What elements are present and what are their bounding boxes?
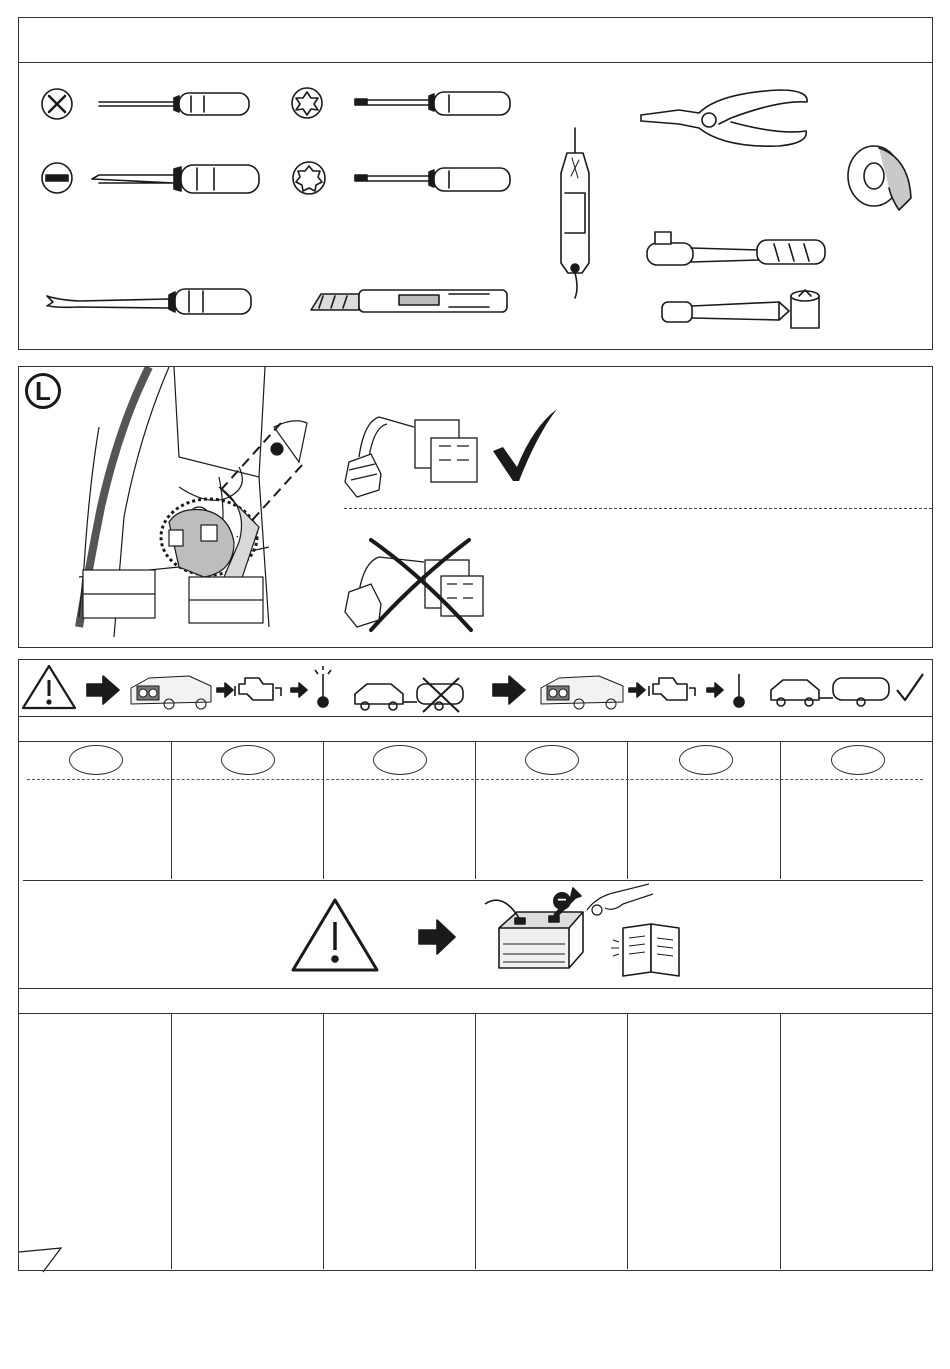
language-badge — [525, 745, 579, 775]
column-dotted-separator — [27, 779, 923, 780]
flat-head-icon — [42, 163, 72, 193]
test-lamp-icon — [561, 128, 589, 298]
column-divider — [627, 1013, 628, 1269]
engine-warning-icon — [235, 678, 281, 700]
car-front-icon — [131, 676, 211, 709]
tools-illustration — [19, 18, 931, 348]
minus-sign: − — [557, 892, 567, 909]
bottom-columns-header — [19, 988, 932, 1014]
test-panel — [18, 659, 933, 1271]
warning-triangle-icon — [293, 900, 377, 970]
manual-book-icon — [611, 924, 679, 976]
torx-e-screwdriver-icon — [355, 168, 510, 191]
column-divider — [171, 1013, 172, 1269]
test-sequence-strip — [19, 660, 931, 716]
engine-icon — [649, 678, 695, 700]
temperature-icon — [734, 674, 744, 707]
top-language-columns — [19, 741, 931, 879]
column-divider — [627, 741, 628, 879]
temperature-warning-icon — [315, 666, 331, 707]
language-badge — [221, 745, 275, 775]
phillips-screwdriver-icon — [99, 93, 249, 115]
torx-screwdriver-icon — [355, 92, 510, 115]
columns-bottom-rule — [23, 880, 923, 881]
column-divider — [475, 741, 476, 879]
badge-l-label: L — [35, 376, 51, 406]
hand-icon — [587, 884, 653, 915]
minus-terminal-icon — [553, 892, 571, 910]
small-arrow-icon — [217, 683, 233, 697]
trim-removal-tool-icon — [47, 289, 251, 314]
utility-knife-icon — [311, 290, 507, 312]
column-divider — [171, 741, 172, 879]
arrow-icon — [87, 676, 119, 704]
column-divider — [475, 1013, 476, 1269]
ratchet-icon — [647, 232, 825, 265]
column-divider — [780, 741, 781, 879]
column-divider — [323, 1013, 324, 1269]
connector-panel — [18, 366, 933, 648]
language-badge — [679, 745, 733, 775]
insulating-tape-icon — [848, 146, 911, 210]
battery-warning-illustration — [287, 882, 687, 977]
language-badge — [69, 745, 123, 775]
column-divider — [780, 1013, 781, 1269]
car-trailer-ok-icon — [771, 674, 923, 706]
torx-e-head-icon — [293, 162, 325, 194]
warning-triangle-icon — [23, 666, 75, 708]
phillips-head-icon — [42, 89, 72, 119]
pliers-icon — [641, 90, 807, 146]
language-badge — [373, 745, 427, 775]
column-divider — [323, 741, 324, 879]
car-front-icon — [541, 676, 623, 709]
extension-and-socket-icon — [662, 290, 819, 328]
bottom-language-columns — [19, 1013, 931, 1269]
vehicle-interior-illustration — [19, 367, 319, 649]
arrow-icon — [419, 920, 455, 954]
cross-icon — [361, 535, 481, 635]
torx-head-icon — [292, 88, 322, 118]
checkmark-icon — [489, 405, 559, 485]
flat-screwdriver-icon — [92, 165, 259, 193]
page-corner-mark — [17, 1244, 77, 1274]
top-columns-header — [19, 716, 932, 742]
language-badge — [831, 745, 885, 775]
car-trailer-crossed-icon — [355, 678, 463, 712]
tools-panel — [18, 17, 933, 350]
